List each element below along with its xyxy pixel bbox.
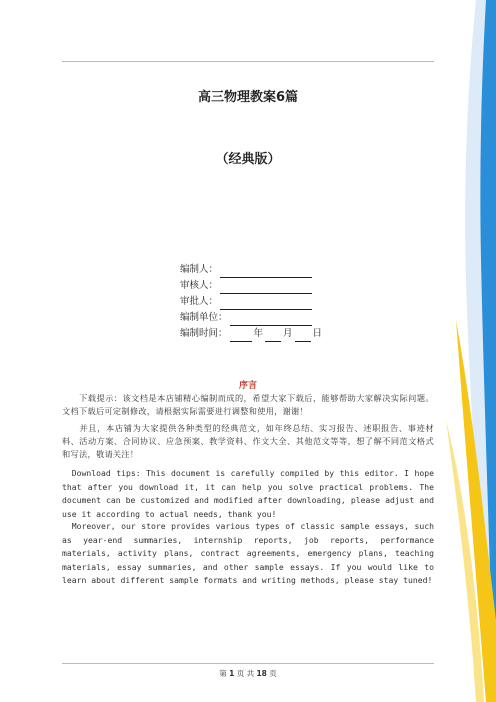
author-row — [180, 262, 322, 278]
author-blank — [220, 266, 312, 278]
footer-prefix: 第 — [219, 669, 227, 678]
year-blank — [230, 330, 252, 342]
reviewer-row — [180, 278, 322, 294]
unit-blank — [230, 314, 312, 326]
month-label: 月 — [283, 328, 293, 339]
preface-heading: 序言 — [238, 381, 257, 391]
footer-total-pages: 18 — [256, 669, 267, 678]
approver-blank — [220, 298, 312, 310]
footer-suffix: 页 — [269, 669, 277, 678]
preface-cn-more: 并且，本店铺为大家提供各种类型的经典范文，如年终总结、实习报告、述职报告、事迹材料、活动方案、合同协议、应急预案、教学资料、作文大全、其他范文等等，想了解不同范文格式和写法，敬请关注！ — [62, 423, 434, 460]
approver-row — [180, 294, 322, 310]
reviewer-label: 审核人： — [180, 280, 219, 291]
decorative-stripes — [386, 0, 496, 702]
author-label: 编制人： — [180, 264, 219, 275]
preface-en-tip: Download tips: This document is carefully compiled by this editor. I hope that after you download it, it can help you solve practical problems. The document can be customized and modified after downloading, please adjust and use it according to actual needs, thank you! — [62, 468, 434, 519]
time-row — [180, 326, 322, 342]
header-rule — [62, 61, 434, 62]
footer-current-page: 1 — [229, 669, 235, 678]
preface-en-more: Moreover, our store provides various types of classic sample essays, such as year-end summaries, internship reports, job reports, performance materials, activity plans, contract agreements, emergency plans, teaching materials, essay summaries, and other sample essays. If you would like to learn about different sample formats and writing methods, please stay tuned! — [62, 521, 434, 586]
month-blank — [265, 330, 281, 342]
time-label: 编制时间： — [180, 328, 228, 339]
year-label: 年 — [253, 328, 264, 339]
preface-cn-tip: 下载提示：该文档是本店铺精心编制而成的，希望大家下载后，能够帮助大家解决实际问题。文档下载后可定制修改，请根据实际需要进行调整和使用，谢谢！ — [62, 393, 434, 417]
unit-label: 编制单位： — [180, 312, 228, 323]
footer-mid: 页 共 — [236, 669, 255, 678]
day-label: 日 — [312, 328, 323, 339]
document-subtitle: （经典版） — [215, 152, 281, 167]
footer-rule — [62, 663, 434, 664]
document-info-form — [180, 262, 322, 342]
day-blank — [295, 330, 311, 342]
unit-row — [180, 310, 322, 326]
document-title: 高三物理教案6篇 — [197, 90, 299, 105]
reviewer-blank — [220, 282, 312, 294]
page-footer — [0, 668, 496, 679]
approver-label: 审批人： — [180, 296, 219, 307]
